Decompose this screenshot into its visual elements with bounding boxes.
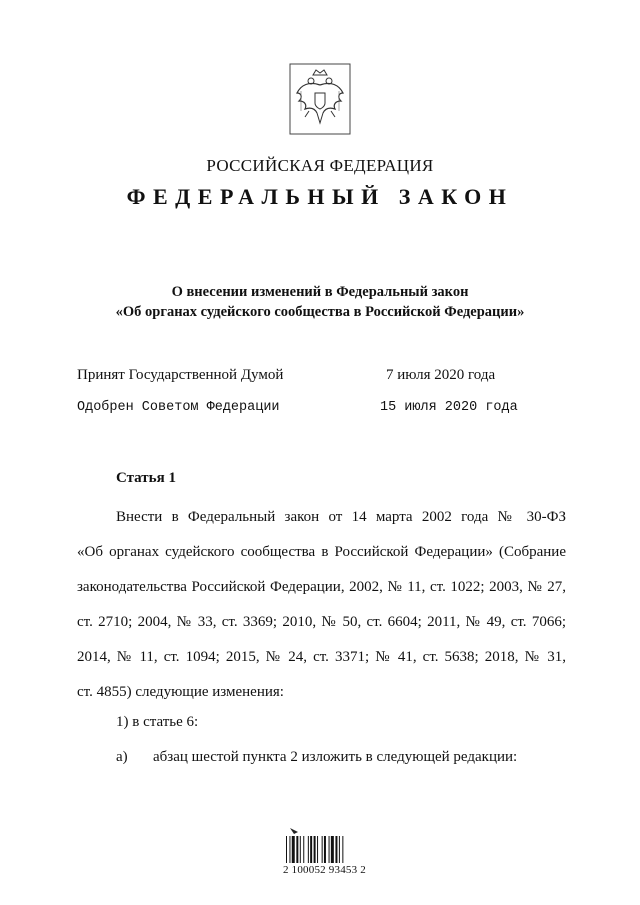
article-paragraph bbox=[77, 500, 566, 710]
barcode-number: 2 100052 93453 2 bbox=[283, 864, 366, 876]
paragraph-line: «Об органах судейского сообщества в Российской Федерации» (Собрание bbox=[77, 544, 566, 560]
paragraph-line: законодательства Российской Федерации, 2002, № 11, ст. 1022; 2003, № 27, bbox=[77, 579, 566, 595]
sub-item-letter: а) bbox=[116, 749, 128, 765]
paragraph-line: ст. 2710; 2004, № 33, ст. 3369; 2010, № 50, ст. 6604; 2011, № 49, ст. 7066; bbox=[77, 614, 566, 630]
document-type-heading: ФЕДЕРАЛЬНЫЙ ЗАКОН bbox=[126, 184, 514, 209]
sub-item-text: абзац шестой пункта 2 изложить в следующей редакции: bbox=[153, 749, 518, 765]
country-heading: РОССИЙСКАЯ ФЕДЕРАЦИЯ bbox=[206, 156, 434, 175]
paragraph-line: ст. 4855) следующие изменения: bbox=[77, 684, 284, 700]
council-approval-date: 15 июля 2020 года bbox=[380, 400, 518, 415]
coat-of-arms-emblem bbox=[289, 63, 351, 135]
law-title-line-2: «Об органах судейского сообщества в Российской Федерации» bbox=[115, 304, 525, 320]
article-heading: Статья 1 bbox=[116, 470, 176, 486]
list-item-1: 1) в статье 6: bbox=[116, 714, 199, 730]
paragraph-line: 2014, № 11, ст. 1094; 2015, № 24, ст. 3371; № 41, ст. 5638; 2018, № 31, bbox=[77, 649, 566, 665]
council-approval-label: Одобрен Советом Федерации bbox=[77, 400, 280, 415]
law-title-line-1: О внесении изменений в Федеральный закон bbox=[171, 284, 469, 300]
duma-adoption-label: Принят Государственной Думой bbox=[77, 367, 284, 383]
law-title bbox=[0, 282, 640, 322]
duma-adoption-date: 7 июля 2020 года bbox=[386, 367, 496, 383]
paragraph-line: Внести в Федеральный закон от 14 марта 2002 года № 30-ФЗ bbox=[116, 509, 566, 525]
